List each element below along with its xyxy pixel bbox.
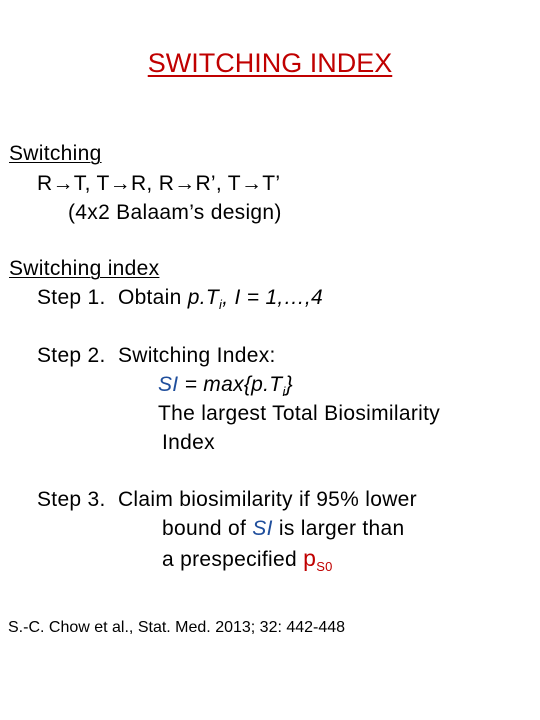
si-symbol: SI — [252, 517, 273, 540]
design-note: (4x2 Balaam’s design) — [68, 201, 282, 224]
step-3 — [37, 487, 417, 513]
seq-1: R→T, — [37, 172, 97, 195]
switching-sequences — [37, 171, 280, 197]
step-1 — [37, 285, 323, 318]
seq-2: T→R, — [96, 172, 159, 195]
step-2-desc-line-1: The largest Total Biosimilarity — [158, 402, 441, 425]
citation: S.-C. Chow et al., Stat. Med. 2013; 32: 442-448 — [8, 619, 346, 636]
step-2-desc-line-2: Index — [162, 431, 215, 454]
arrow-right-icon: → — [174, 172, 196, 195]
ps0-symbol: $p_{S0}$ — [303, 545, 333, 574]
step-2-formula: SI = $\max\{p.T_i\}$ — [158, 373, 293, 399]
step-3-label: Step 3. — [37, 488, 106, 511]
step-2-text: Switching Index: — [117, 344, 276, 367]
step-1-text: Obtain — [117, 286, 188, 309]
switching-heading: Switching — [9, 142, 102, 165]
step-2 — [37, 343, 276, 369]
step-3-line-1: Claim biosimilarity if 95% lower — [117, 488, 417, 511]
arrow-right-icon: → — [52, 172, 74, 195]
arrow-right-icon: → — [109, 172, 131, 195]
step-3-line-2: bound of SI is larger than — [162, 517, 405, 540]
switching-index-heading: Switching index — [9, 257, 160, 280]
step-1-label: Step 1. — [37, 286, 106, 309]
seq-4: T→T’ — [227, 172, 281, 195]
step-1-formula: $p.T_i$, I = 1,…,4 — [187, 286, 323, 312]
slide-title: SWITCHING INDEX — [147, 48, 393, 78]
si-symbol: SI — [158, 373, 179, 396]
arrow-right-icon: → — [240, 172, 263, 195]
step-2-label: Step 2. — [37, 344, 106, 367]
seq-3: R→R’, — [158, 172, 228, 195]
step-3-line-3: a prespecified $p_{S0}$ — [162, 545, 333, 574]
